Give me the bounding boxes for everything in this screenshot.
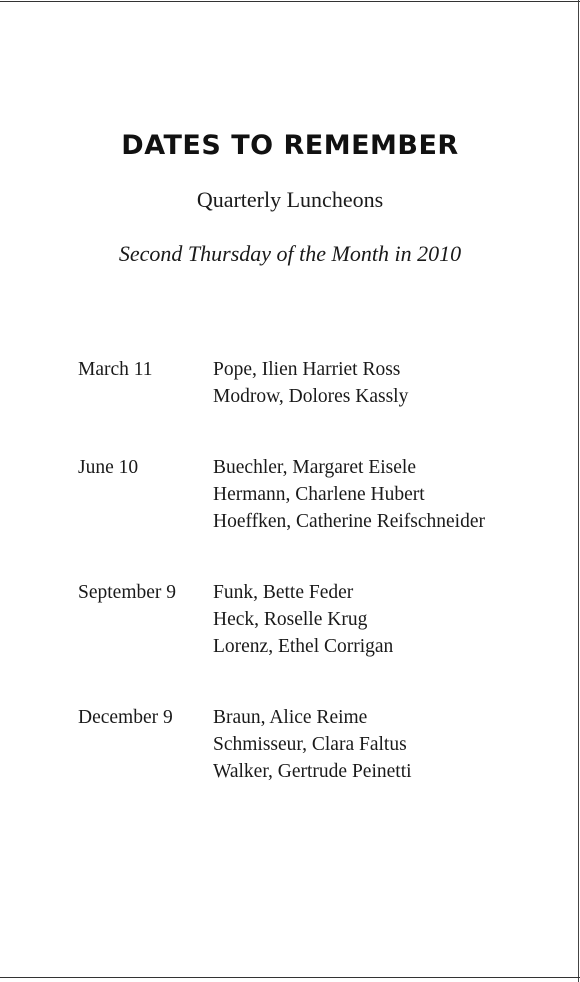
schedule-entry-december bbox=[78, 704, 558, 785]
page-title: DATES TO REMEMBER bbox=[121, 130, 459, 161]
entry-names bbox=[213, 454, 485, 535]
hostess-name: Funk, Bette Feder bbox=[213, 582, 354, 603]
entry-date: March 11 bbox=[78, 359, 153, 380]
schedule-entry-march bbox=[78, 356, 558, 410]
hostess-name: Heck, Roselle Krug bbox=[213, 609, 368, 630]
schedule-entry-june bbox=[78, 454, 558, 535]
entry-date: December 9 bbox=[78, 707, 173, 728]
hostess-name: Walker, Gertrude Peinetti bbox=[213, 761, 412, 782]
entry-names bbox=[213, 579, 393, 660]
hostess-name: Schmisseur, Clara Faltus bbox=[213, 734, 407, 755]
page-tagline: Second Thursday of the Month in 2010 bbox=[118, 241, 462, 266]
entry-date: September 9 bbox=[78, 582, 177, 603]
entry-names bbox=[213, 356, 408, 410]
hostess-name: Buechler, Margaret Eisele bbox=[213, 457, 416, 478]
hostess-name: Hoeffken, Catherine Reifschneider bbox=[213, 511, 485, 532]
bottom-border-line bbox=[0, 977, 580, 978]
schedule-entry-september bbox=[78, 579, 558, 660]
hostess-name: Braun, Alice Reime bbox=[213, 707, 368, 728]
top-border-line bbox=[0, 1, 580, 2]
luncheon-schedule bbox=[78, 356, 558, 785]
hostess-name: Hermann, Charlene Hubert bbox=[213, 484, 425, 505]
hostess-name: Pope, Ilien Harriet Ross bbox=[213, 359, 401, 380]
entry-date: June 10 bbox=[78, 457, 139, 478]
hostess-name: Lorenz, Ethel Corrigan bbox=[213, 636, 394, 657]
page-subtitle: Quarterly Luncheons bbox=[196, 187, 384, 212]
hostess-name: Modrow, Dolores Kassly bbox=[213, 386, 409, 407]
entry-names bbox=[213, 704, 412, 785]
